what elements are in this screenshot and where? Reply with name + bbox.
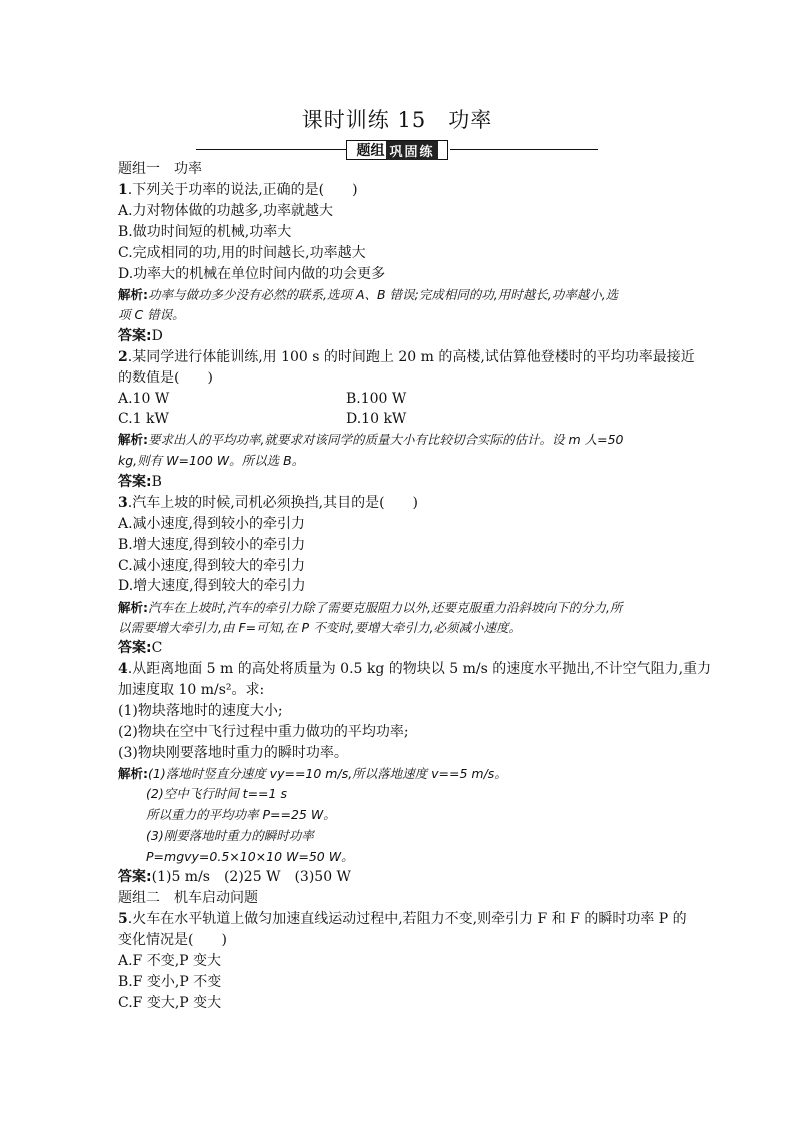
question-1-solution-cont: 项 C 错误。 <box>118 307 185 322</box>
question-1-option-b: B.做功时间短的机械,功率大 <box>118 224 292 240</box>
question-2-stem <box>118 347 695 367</box>
banner-box <box>346 140 448 160</box>
solution-label: 解析: <box>118 432 148 447</box>
question-2-option-a: A.10 W <box>118 391 170 407</box>
question-3-option-a: A.减小速度,得到较小的牵引力 <box>118 516 306 532</box>
question-2-option-c: C.1 kW <box>118 411 169 427</box>
question-4-solution <box>118 764 507 784</box>
question-4-text: .从距离地面 5 m 的高处将质量为 0.5 kg 的物块以 5 m/s 的速度水平抛出,不计空气阻力,重力 <box>127 661 712 677</box>
question-4-number: 4 <box>118 661 128 677</box>
question-4-part-2: (2)物块在空中飞行过程中重力做功的平均功率; <box>118 724 409 740</box>
question-3-option-b: B.增大速度,得到较小的牵引力 <box>118 537 306 553</box>
question-3-option-c: C.减小速度,得到较大的牵引力 <box>118 558 306 574</box>
solution-text: 功率与做功多少没有必然的联系,选项 A、B 错误;完成相同的功,用时越长,功率越小,选 <box>148 287 619 302</box>
answer-value: (1)5 m/s (2)25 W (3)50 W <box>151 869 351 885</box>
question-2-stem-cont: 的数值是( ) <box>118 370 213 386</box>
question-3-option-d: D.增大速度,得到较大的牵引力 <box>118 578 306 594</box>
answer-label: 答案: <box>118 869 152 885</box>
question-2-options-row-2 <box>118 409 407 429</box>
question-4-solution-line-3: 所以重力的平均功率 P==25 W。 <box>146 807 336 822</box>
question-2-option-d: D.10 kW <box>346 411 407 427</box>
solution-text: (1)落地时竖直分速度 vy==10 m/s,所以落地速度 v==5 m/s。 <box>148 766 507 781</box>
question-1-text: .下列关于功率的说法,正确的是( ) <box>127 182 358 198</box>
question-3-solution <box>118 598 622 618</box>
answer-value: D <box>151 328 163 344</box>
question-5-stem-cont: 变化情况是( ) <box>118 932 227 948</box>
question-1-solution <box>118 285 618 305</box>
banner-rule-left <box>196 149 346 150</box>
question-5-text: .火车在水平轨道上做匀加速直线运动过程中,若阻力不变,则牵引力 F 和 F 的瞬时功率 P 的 <box>127 911 687 927</box>
group-heading-1: 题组一 功率 <box>118 161 202 177</box>
answer-label: 答案: <box>118 474 152 490</box>
question-4-stem <box>118 659 711 679</box>
banner-highlight: 巩固练 <box>386 141 437 160</box>
group-heading-2: 题组二 机车启动问题 <box>118 890 258 906</box>
question-5-option-a: A.F 不变,P 变大 <box>118 953 222 969</box>
question-2-solution-cont: kg,则有 W=100 W。所以选 B。 <box>118 453 305 468</box>
question-5-option-c: C.F 变大,P 变大 <box>118 995 222 1011</box>
question-1-stem <box>118 180 358 200</box>
question-1-answer <box>118 326 163 346</box>
page-title: 课时训练 15 功率 <box>301 108 493 132</box>
question-5-number: 5 <box>118 911 128 927</box>
question-5-stem <box>118 909 687 929</box>
question-3-stem <box>118 493 418 513</box>
question-4-stem-cont: 加速度取 10 m/s²。求: <box>118 682 265 698</box>
solution-text: 要求出人的平均功率,就要求对该同学的质量大小有比较切合实际的估计。设 m 人=50 <box>148 432 624 447</box>
question-2-number: 2 <box>118 349 128 365</box>
question-4-part-3: (3)物块刚要落地时重力的瞬时功率。 <box>118 745 348 761</box>
banner-label: 题组 <box>356 143 385 159</box>
question-2-option-b: B.100 W <box>346 391 407 407</box>
answer-label: 答案: <box>118 640 152 656</box>
question-4-solution-line-5: P=mgvy=0.5×10×10 W=50 W。 <box>146 849 354 864</box>
solution-label: 解析: <box>118 766 148 781</box>
solution-text: 汽车在上坡时,汽车的牵引力除了需要克服阻力以外,还要克服重力沿斜坡向下的分力,所 <box>148 600 623 615</box>
question-1-option-d: D.功率大的机械在单位时间内做的功会更多 <box>118 266 386 282</box>
question-3-text: .汽车上坡的时候,司机必须换挡,其目的是( ) <box>127 495 419 511</box>
answer-label: 答案: <box>118 328 152 344</box>
question-2-solution <box>118 430 623 450</box>
question-5-option-b: B.F 变小,P 不变 <box>118 974 222 990</box>
question-1-option-c: C.完成相同的功,用的时间越长,功率越大 <box>118 245 366 261</box>
solution-label: 解析: <box>118 600 148 615</box>
question-2-text: .某同学进行体能训练,用 100 s 的时间跑上 20 m 的高楼,试估算他登楼时的平均功率最接近 <box>127 349 695 365</box>
banner-rule-right <box>450 149 598 150</box>
question-4-answer <box>118 867 351 887</box>
question-4-part-1: (1)物块落地时的速度大小; <box>118 703 283 719</box>
question-3-solution-cont: 以需要增大牵引力,由 F=可知,在 P 不变时,要增大牵引力,必须减小速度。 <box>118 620 522 635</box>
question-2-options-row-1 <box>118 389 407 409</box>
question-4-solution-line-4: (3)刚要落地时重力的瞬时功率 <box>146 828 314 843</box>
question-2-answer <box>118 472 162 492</box>
question-3-answer <box>118 638 162 658</box>
answer-value: C <box>151 640 163 656</box>
question-1-number: 1 <box>118 182 128 198</box>
section-banner <box>196 139 598 161</box>
question-1-option-a: A.力对物体做的功越多,功率就越大 <box>118 203 334 219</box>
question-3-number: 3 <box>118 495 128 511</box>
question-4-solution-line-2: (2)空中飞行时间 t==1 s <box>146 786 287 801</box>
solution-label: 解析: <box>118 287 148 302</box>
answer-value: B <box>151 474 162 490</box>
